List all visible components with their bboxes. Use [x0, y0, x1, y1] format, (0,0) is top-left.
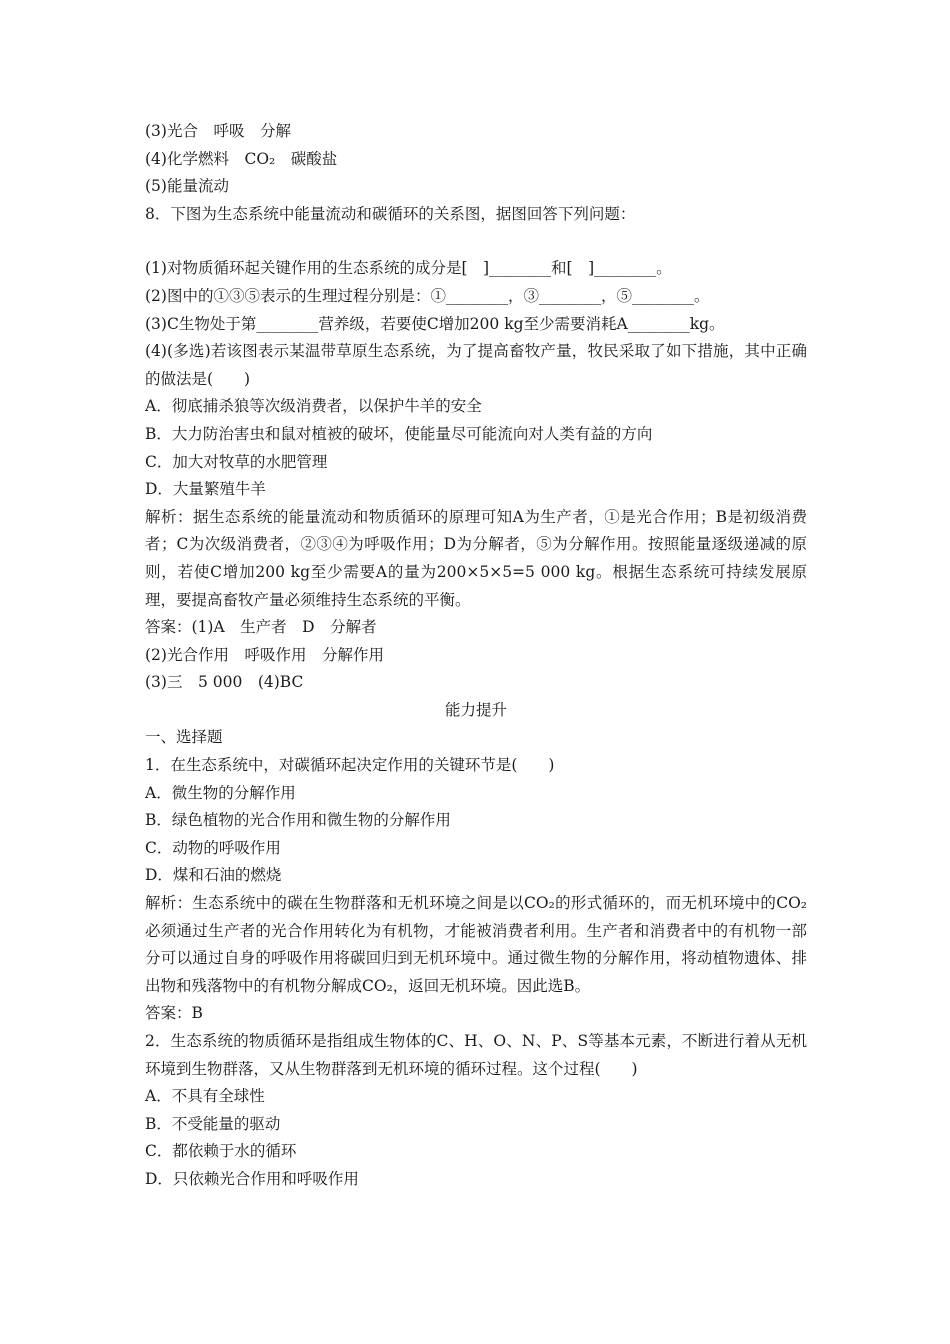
- q1-option: A．微生物的分解作用: [145, 783, 296, 802]
- q8-part: (2)图中的①③⑤表示的生理过程分别是：①________，③________，⑤________。: [145, 286, 710, 305]
- q1-option: B．绿色植物的光合作用和微生物的分解作用: [145, 811, 451, 830]
- figure-gap: [145, 228, 807, 255]
- q8-option: B．大力防治害虫和鼠对植被的破坏，使能量尽可能流向对人类有益的方向: [145, 424, 653, 443]
- q2-option: A．不具有全球性: [145, 1087, 265, 1106]
- q8-answer: (2)光合作用 呼吸作用 分解作用: [145, 645, 384, 664]
- prev-answer-line: (5)能量流动: [145, 177, 229, 196]
- q8-analysis: 解析：据生态系统的能量流动和物质循环的原理可知A为生产者，①是光合作用；B是初级消费者；C为次级消费者，②③④为呼吸作用；D为分解者，⑤为分解作用。按照能量逐级递减的原则，若使C增加200 kg至少需要A的量为200×5×5=5 000 kg。根据生态系统可持续发展原理，要提高畜牧产量必须维持生态系统的平衡。: [145, 507, 807, 609]
- q8-answer: 答案：(1)A 生产者 D 分解者: [145, 618, 377, 637]
- q8-option: D．大量繁殖牛羊: [145, 480, 266, 499]
- q2-option: C．都依赖于水的循环: [145, 1142, 297, 1161]
- prev-answer-line: (3)光合 呼吸 分解: [145, 122, 291, 140]
- q8-part: (3)C生物处于第________营养级，若要使C增加200 kg至少需要消耗A________kg。: [145, 314, 725, 333]
- q2-option: D．只依赖光合作用和呼吸作用: [145, 1169, 359, 1188]
- q1-option: C．动物的呼吸作用: [145, 838, 281, 857]
- q1-option: D．煤和石油的燃烧: [145, 866, 282, 885]
- q1-stem: 1．在生态系统中，对碳循环起决定作用的关键环节是( ): [145, 756, 555, 775]
- q8-option: A．彻底捕杀狼等次级消费者，以保护牛羊的安全: [145, 397, 482, 416]
- subsection-title: 一、选择题: [145, 728, 223, 747]
- q1-analysis: 解析：生态系统中的碳在生物群落和无机环境之间是以CO₂的形式循环的，而无机环境中的CO₂必须通过生产者的光合作用转化为有机物，才能被消费者利用。生产者和消费者中的有机物一部分可以通过自身的呼吸作用将碳回归到无机环境中。通过微生物的分解作用，将动植物遗体、排出物和残落物中的有机物分解成CO₂，返回无机环境。因此选B。: [145, 894, 807, 995]
- q8-stem: 8．下图为生态系统中能量流动和碳循环的关系图，据图回答下列问题：: [145, 204, 636, 223]
- section-title: 能力提升: [444, 700, 507, 719]
- document-page: [145, 118, 807, 1194]
- q8-part: (4)(多选)若该图表示某温带草原生态系统，为了提高畜牧产量，牧民采取了如下措施，其中正确的做法是( ): [145, 342, 807, 388]
- prev-answer-line: (4)化学燃料 CO₂ 碳酸盐: [145, 149, 338, 168]
- q1-answer: 答案：B: [145, 1004, 203, 1023]
- q8-part: (1)对物质循环起关键作用的生态系统的成分是[ ]________和[ ]________。: [145, 259, 672, 278]
- q8-option: C．加大对牧草的水肥管理: [145, 452, 328, 471]
- q2-option: B．不受能量的驱动: [145, 1114, 281, 1133]
- q8-answer: (3)三 5 000 (4)BC: [145, 673, 304, 692]
- q2-stem: 2．生态系统的物质循环是指组成生物体的C、H、O、N、P、S等基本元素，不断进行着从无机环境到生物群落，又从生物群落到无机环境的循环过程。这个过程( ): [145, 1032, 807, 1078]
